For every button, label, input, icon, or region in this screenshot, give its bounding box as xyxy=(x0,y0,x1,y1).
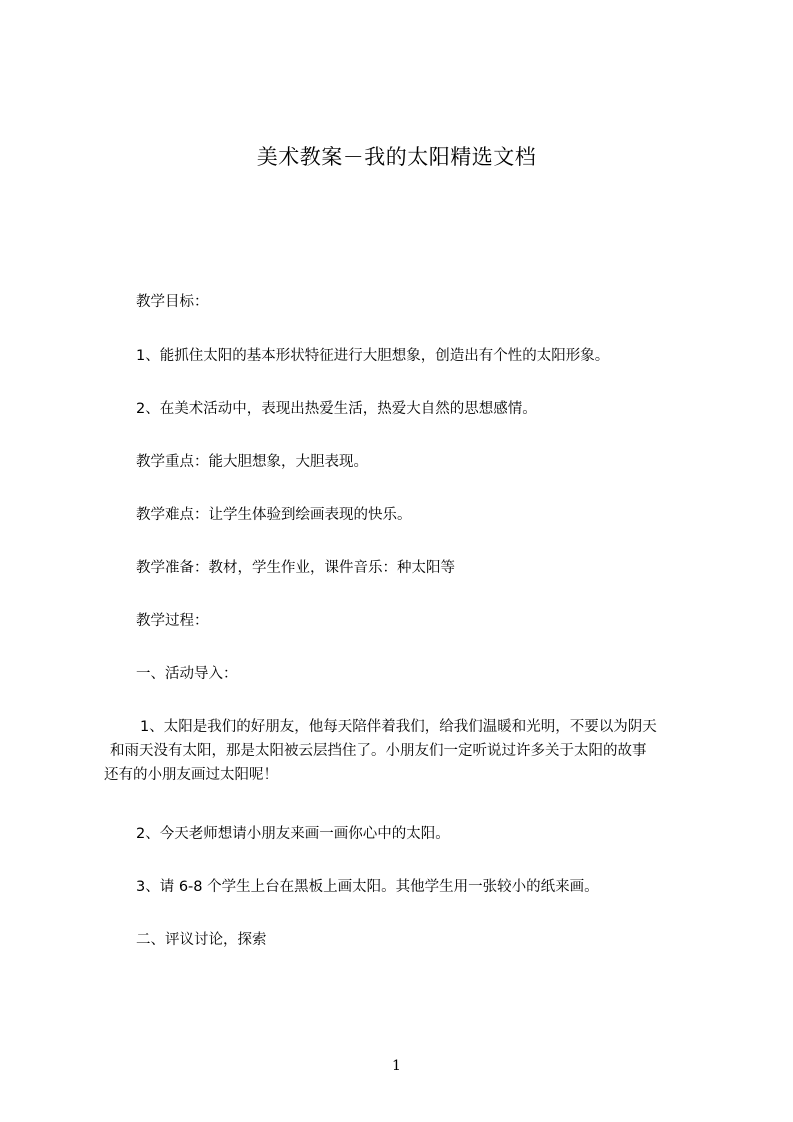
paragraph-intro-2: 2、今天老师想请小朋友来画一画你心中的太阳。 xyxy=(136,826,450,842)
paragraph-intro-1-line-2: 和雨天没有太阳，那是太阳被云层挡住了。小朋友们一定听说过许多关于太阳的故事 xyxy=(110,743,647,759)
paragraph-goal-2: 2、在美术活动中，表现出热爱生活，热爱大自然的思想感情。 xyxy=(136,401,537,417)
paragraph-goal-1: 1、能抓住太阳的基本形状特征进行大胆想象，创造出有个性的太阳形象。 xyxy=(136,348,610,364)
paragraph-teaching-goals-heading: 教学目标： xyxy=(136,294,209,310)
document-title: 美术教案－我的太阳精选文档 xyxy=(256,145,537,169)
paragraph-difficulties: 教学难点：让学生体验到绘画表现的快乐。 xyxy=(136,507,412,523)
paragraph-intro-1 xyxy=(104,715,724,787)
section-heading-activity-intro: 一、活动导入： xyxy=(136,666,238,682)
paragraph-intro-1-line-1: 1、太阳是我们的好朋友，他每天陪伴着我们，给我们温暖和光明，不要以为阴天 xyxy=(140,719,657,735)
page-number: 1 xyxy=(392,1058,401,1074)
paragraph-intro-1-line-3: 还有的小朋友画过太阳呢！ xyxy=(104,767,278,783)
paragraph-intro-3: 3、请 6-8 个学生上台在黑板上画太阳。其他学生用一张较小的纸来画。 xyxy=(136,879,599,895)
section-heading-discussion: 二、评议讨论，探索 xyxy=(136,932,267,948)
paragraph-preparation: 教学准备：教材，学生作业，课件音乐：种太阳等 xyxy=(136,560,455,576)
paragraph-process-heading: 教学过程： xyxy=(136,613,209,629)
paragraph-key-points: 教学重点：能大胆想象，大胆表现。 xyxy=(136,454,368,470)
